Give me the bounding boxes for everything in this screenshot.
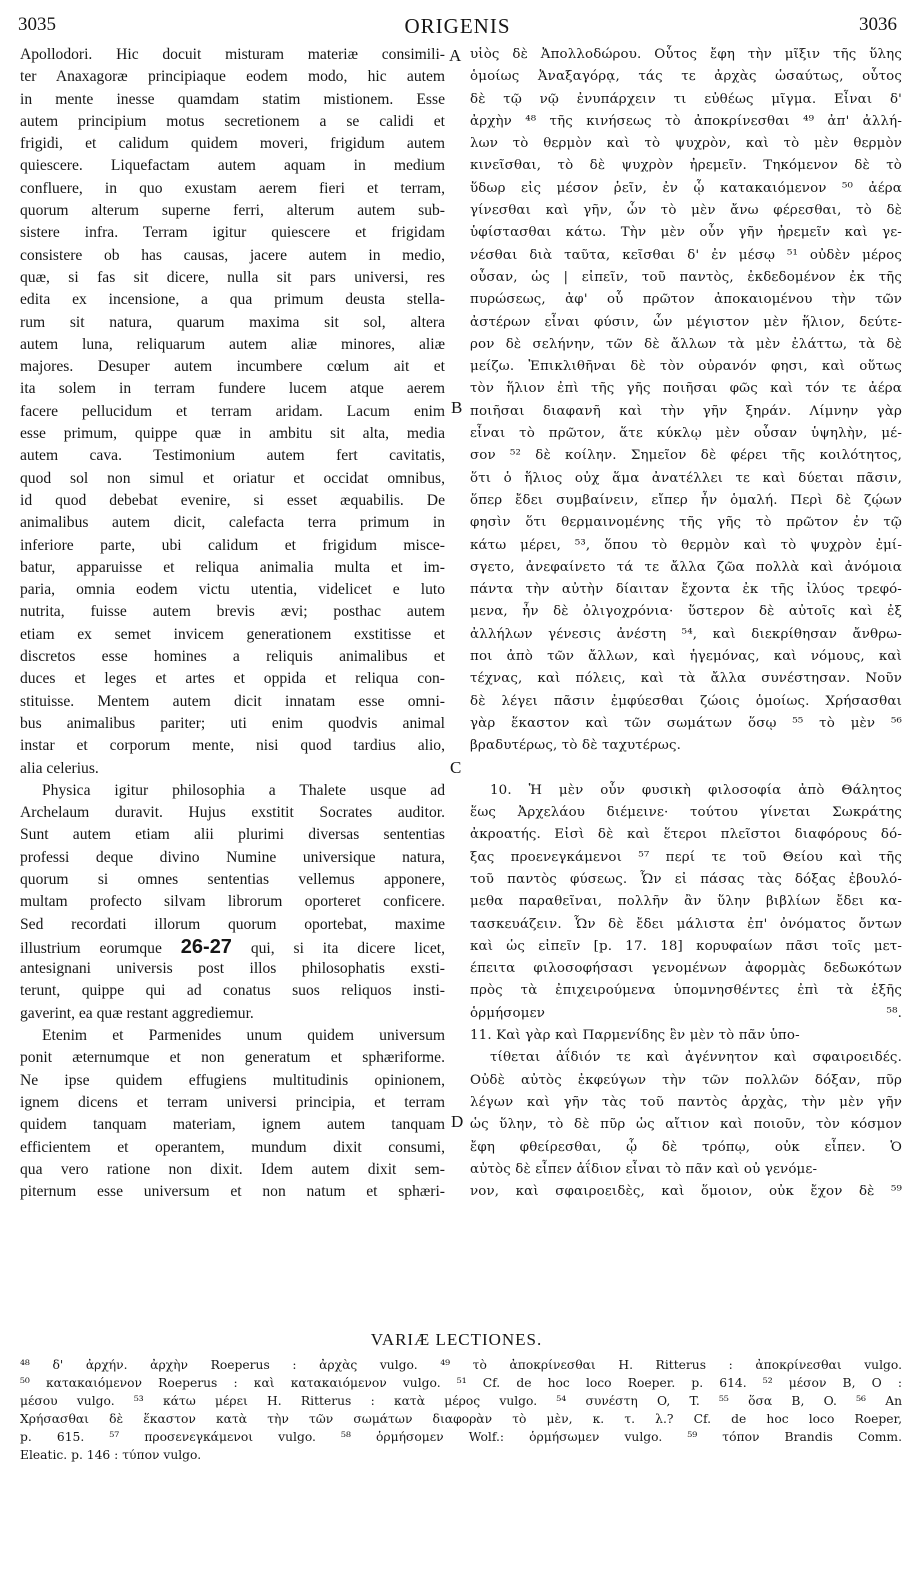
latin-line: piternum esse universum et non natum et sphæri- (20, 1183, 445, 1201)
latin-line: confluere, in quo exustam aerem fieri et terram, (20, 179, 445, 197)
greek-line: 11. Καὶ γὰρ καὶ Παρμενίδης ἓν μὲν τὸ πᾶν ὑπο- (470, 1028, 800, 1044)
greek-line: νέσθαι διὰ ταῦτα, κεῖσθαι δ' ἐν μέσῳ ⁵¹ οὐδὲν μέρος (470, 247, 902, 263)
variant-reading-line: μέσου vulgo. ⁵³ κάτω μέρει H. Ritterus : κατὰ μέρος vulgo. ⁵⁴ συνέστη O, T. ⁵⁵ ὅσα B, O. ⁵⁶ An (20, 1394, 902, 1408)
greek-line: εἶναι τὸ πρῶτον, ἅτε κύκλῳ μὲν οὖσαν ὑψηλὴν, μέ- (470, 426, 902, 442)
latin-line: frigidi, et calidum quidem moveri, frigidum autem (20, 135, 445, 153)
latin-line: ita solem in terram fundere lucem atque aerem (20, 380, 445, 398)
greek-line: αὐτὸς δὲ εἶπεν ἀΐδιον εἶναι τὸ πᾶν καὶ οὐ γενόμε- (470, 1161, 818, 1177)
greek-line: ἀλλήλων γένεσις ἀνέστη ⁵⁴, καὶ διεκρίθησαν ἄνθρω- (470, 626, 902, 642)
latin-line: Apollodori. Hic docuit misturam materiæ consimili- (20, 46, 445, 63)
greek-blank-line (470, 758, 902, 780)
latin-line: ter Anaxagoræ principiaque eodem modo, hic autem (20, 68, 445, 86)
greek-line: ἀστέρων εἶναι φύσιν, ὧν μέγιστον μὲν ἥλιον, δεύτε- (470, 314, 902, 330)
margin-letter-c: C (450, 758, 462, 777)
page-number-right: 3036 (859, 14, 897, 35)
latin-line-text: qui, si ita dicere licet, (231, 939, 445, 957)
greek-line: πάντα τὴν αὐτὴν δίαιταν ἔχοντα ἐκ τῆς ἰλύος τρεφό- (470, 582, 902, 598)
greek-line: μεθα παραθεῖναι, πολλῆν ἂν ὕλην βιβλίων ἔδει κα- (470, 894, 902, 910)
greek-line: τίθεται ἀΐδιόν τε καὶ ἀγέννητον καὶ σφαιροειδές. (490, 1050, 902, 1066)
greek-line: σγετο, ἀνεφαίνετο τά τε ἄλλα ζῶα πολλὰ καὶ ἀνόμοια (470, 559, 902, 575)
latin-line: Etenim et Parmenides unum quidem universum (42, 1027, 445, 1045)
greek-line: ἕως Ἀρχελάου διέμεινε· τούτου γίνεται Σωκράτης (470, 805, 902, 821)
latin-line: quiescere. Liquefactam autem aquam in medium (20, 157, 445, 175)
latin-line: in mente inesse quamdam statim mistionem. Esse (20, 90, 445, 108)
greek-line: ὅτι ὁ ἥλιος οὐχ ἅμα ἀνατέλλει τε καὶ δύεται πᾶσιν, (470, 470, 902, 486)
greek-line: ὡς ὕλην, τὸ δὲ πῦρ ὡς αἴτιον καὶ ποιοῦν, τὸν κόσμον (470, 1117, 902, 1133)
greek-line: σον ⁵² δὲ κοίλην. Σημεῖον δὲ φέρει τῆς κοιλότητος, (470, 448, 902, 464)
latin-line: alia celerius. (20, 759, 99, 777)
greek-line: μείζω. Ἐπικλιθῆναι δὲ τὸν οὐρανόν φησι, καὶ οὕτως (470, 359, 902, 375)
greek-line: τὸν ἥλιον ἐπὶ τῆς γῆς ποιῆσαι φῶς καὶ τόν τε ἀέρα (470, 381, 902, 397)
greek-line: 10. Ἡ μὲν οὖν φυσικὴ φιλοσοφία ἀπὸ Θάλητος (490, 782, 902, 798)
greek-line: ὁμοίως Ἀναξαγόρᾳ, τάς τε ἀρχὰς ὡσαύτως, οὗτος (470, 69, 902, 85)
column-number-marker: 26-27 (180, 935, 232, 958)
greek-line: δὲ τῷ νῷ ἐνυπάρχειν τι εὐθέως μῖγμα. Εἶναι δ' (470, 91, 902, 107)
latin-line: efficientem et operantem, mundum dixit consumi, (20, 1138, 445, 1156)
latin-line-text: illustrium eorumque (20, 939, 162, 957)
greek-line: ἔφη φθείρεσθαι, ᾧ δὲ τρόπῳ, οὐκ εἶπεν. Ὁ (470, 1139, 902, 1155)
greek-line: λων τὸ θερμὸν καὶ τὸ ψυχρὸν, καὶ τὸ μὲν θερμὸν (470, 136, 902, 152)
greek-line: ποι ἀπὸ τῶν ἄλλων, καὶ ἡγεμόνας, καὶ νόμους, καὶ (470, 649, 902, 665)
greek-line: ὕδωρ εἰς μέσον ῥεῖν, ἐν ᾧ κατακαιόμενον ⁵⁰ ἀέρα (470, 180, 902, 196)
latin-line: instar et corporum mente, nisi quod tardius alio, (20, 737, 445, 755)
greek-line: ἀρχὴν ⁴⁸ τῆς κινήσεως τὸ ἀποκρίνεσθαι ⁴⁹ ἀπ' ἀλλή- (470, 113, 902, 129)
greek-line: ποιῆσαι διαφανῆ καὶ τὴν γῆν ξηράν. Λίμνην γὰρ (470, 403, 902, 419)
latin-line: quæ, si fas sit dicere, nulla sit pars universi, res (20, 268, 445, 286)
latin-line: professi deque divino Numine universique natura, (20, 848, 445, 866)
latin-line: terunt, quippe qui ad conatus suos reliquos insti- (20, 982, 445, 1000)
greek-line: γὰρ ἕκαστον καὶ τῶν σωμάτων ὅσῳ ⁵⁵ τὸ μὲν ⁵⁶ (470, 715, 902, 731)
latin-line: multam profecto silvam librorum oporteret conficere. (20, 893, 445, 911)
latin-line: quorum si omnes sententias vellemus apponere, (20, 870, 445, 888)
page-number-left: 3035 (18, 14, 56, 35)
greek-line: οὖσαν, ὡς | εἰπεῖν, τοῦ παντὸς, ἐκδεδομένον ἐκ τῆς (470, 269, 902, 285)
greek-line: φησὶν ὅτι θερμαινομένης τῆς γῆς τὸ πρῶτον ἐν τῷ (470, 515, 902, 531)
latin-line: batur, apparuisse et reliqua animalia multa et im- (20, 558, 445, 576)
greek-line: τοῦ παντὸς φύσεως. Ὧν εἰ πάσας τὰς δόξας ἐβουλό- (470, 871, 902, 887)
greek-line: καὶ ὡς εἰπεῖν [p. 17. 18] κορυφαίων πᾶσι τοῖς μετ- (470, 938, 902, 954)
latin-line: Archelaum duravit. Hujus exstitit Socrates auditor. (20, 804, 445, 822)
greek-line: έπειτα φιλοσοφήσασι γενομένων ἀφορμὰς δεδωκότων (470, 961, 902, 977)
latin-line: etiam ex semet invicem generationem exstitisse et (20, 625, 445, 643)
latin-line: quidem tanquam materiam, ignem autem tanquam (20, 1116, 445, 1134)
latin-line: Ne ipse quidem effugiens multitudinis opinionem, (20, 1071, 445, 1089)
greek-line: μενα, ἦν δὲ ὀλιγοχρόνια· ὕστερον δὲ αὐτοῖς καὶ ἐξ (470, 604, 902, 620)
latin-line: id quod debebat evenire, si esset æquabilis. De (20, 491, 445, 509)
latin-line: stituisse. Mentem autem dicit innatam esse omni- (20, 692, 445, 710)
greek-line: τασκευάζειν. Ὧν δὲ ἔδει μάλιστα ἐπ' ὀνόματος ὄντων (470, 916, 902, 932)
margin-letter-b: B (451, 398, 463, 417)
greek-line: γίνεσθαι καὶ γῆν, ὧν τὸ μὲν ἄνω φέρεσθαι, τὸ δὲ (470, 203, 902, 219)
latin-line: sistere infra. Terram igitur quiescere et frigidam (20, 224, 445, 242)
latin-column (20, 44, 445, 1203)
greek-line: ὁρμήσομεν ⁵⁸. (470, 1005, 902, 1021)
variant-reading-line: p. 615. ⁵⁷ προσενεγκάμενοι vulgo. ⁵⁸ ὁρμήσομεν Wolf.: ὁρμήσωμεν vulgo. ⁵⁹ τόπον Brandis Comm. (20, 1430, 902, 1444)
running-header (18, 14, 897, 40)
margin-letter-d: D (451, 1112, 464, 1131)
page-title: ORIGENIS (404, 14, 511, 38)
latin-line: autem luna, reliquarum autem aliæ minores, aliæ (20, 335, 445, 353)
greek-line: κινεῖσθαι, τὸ δὲ ψυχρὸν ἠρεμεῖν. Τηκόμενον δὲ τὸ (470, 158, 902, 174)
latin-line: qua vero ratione non dixit. Idem autem dixit sem- (20, 1160, 445, 1178)
greek-line: υἱὸς δὲ Ἀπολλοδώρου. Οὗτος ἔφη τὴν μῖξιν τῆς ὕλης (470, 47, 902, 62)
latin-line: Sunt autem etiam alii plurimi diversas sententias (20, 826, 445, 844)
variant-reading-line: Χρήσασθαι δὲ ἕκαστον κατὰ τὴν τῶν σωμάτων διαφορὰν τὸ μὲν, κ. τ. λ.? Cf. de hoc loco Roeper, (20, 1412, 902, 1426)
latin-line: facere pellucidum et terram aridam. Lacum enim (20, 402, 445, 420)
greek-line: νον, καὶ σφαιροειδὲς, καὶ ὅμοιον, οὐκ ἔχον δὲ ⁵⁹ (470, 1184, 902, 1200)
latin-line: autem cava. Testimonium autem fert cavitatis, (20, 447, 445, 465)
latin-line: esse primum, quippe quæ in ambitu sit alta, media (20, 425, 445, 443)
latin-line: majores. Desuper autem incumbere cœlum ait et (20, 358, 445, 376)
variant-reading-line: ⁵⁰ κατακαιόμενον Roeperus : καὶ κατακαιόμενον vulgo. ⁵¹ Cf. de hoc loco Roeper. p. 614. ⁵² μέσον B, O : (20, 1376, 902, 1390)
variant-reading-line: ⁴⁸ δ' ἀρχήν. ἀρχὴν Roeperus : ἀρχὰς vulgo. ⁴⁹ τὸ ἀποκρίνεσθαι H. Ritterus : ἀποκρίνεσθαι vulgo. (20, 1358, 902, 1372)
latin-line: consistere ob has causas, jacere autem in medio, (20, 246, 445, 264)
latin-line (20, 936, 445, 958)
margin-letter-a: A (449, 46, 462, 65)
greek-line: ἀκροατής. Εἰσὶ δὲ καὶ ἕτεροι πλεῖστοι διαφόρους δό- (470, 827, 902, 843)
latin-line: Sed recordati illorum quorum oportebat, maxime (20, 915, 445, 933)
latin-line: Physica igitur philosophia a Thalete usque ad (42, 781, 445, 799)
greek-line: ξας προενεγκάμενοι ⁵⁷ περί τε τοῦ Θείου καὶ τῆς (470, 849, 902, 865)
latin-line: autem principium motus secretionem a se calidi et (20, 112, 445, 130)
latin-line: animalibus autem dicit, calefacta terra primum in (20, 514, 445, 532)
greek-column (470, 44, 902, 1203)
variae-lectiones (20, 1356, 902, 1464)
latin-line: quod sol non simul et oriatur et occidat omnibus, (20, 469, 445, 487)
greek-line: κάτω μέρει, ⁵³, ὅπου τὸ θερμὸν καὶ τὸ ψυχρὸν ἐμί- (470, 537, 902, 553)
greek-line: ὑφίστασθαι κάτω. Τὴν μὲν οὖν γῆν ἠρεμεῖν καὶ γε- (470, 225, 902, 241)
greek-line: Οὐδὲ αὐτὸς ἐκφεύγων τὴν τῶν πολλῶν δόξαν, πῦρ (470, 1072, 902, 1088)
latin-line: discretos esse homines a reliquis animalibus et (20, 648, 445, 666)
latin-line: duces et leges et artes et oppida et reliqua con- (20, 670, 445, 688)
latin-line: quorum alterum superne ferri, alterum autem sub- (20, 202, 445, 220)
latin-line: nutrita, fuisse autem brevis ævi; posthac autem (20, 603, 445, 621)
latin-line: inferiore parte, ubi calidum et frigidum misce- (20, 536, 445, 554)
latin-line: bus animalibus pariter; uti enim quodvis animal (20, 714, 445, 732)
latin-line: rum sit natura, quarum maxima sit sol, altera (20, 313, 445, 331)
variae-lectiones-heading: VARIÆ LECTIONES. (370, 1330, 543, 1349)
variant-reading-line: Eleatic. p. 146 : τύπον vulgo. (20, 1448, 202, 1462)
latin-line: ignem dicens et terram universi principia, et terram (20, 1093, 445, 1111)
greek-line: ρον δὲ σελήνην, τῶν δὲ ἄλλων τὰ μὲν ἐλάττω, τὰ δὲ (470, 336, 902, 352)
latin-line: paria, omnia eodem victu utentia, videlicet e luto (20, 581, 445, 599)
greek-line: βραδυτέρως, τὸ δὲ ταχυτέρως. (470, 738, 682, 754)
greek-line: τέχνας, καὶ πόλεις, καὶ τὰ ἄλλα συνέστησαν. Νοῦν (470, 671, 902, 687)
greek-line: ὅπερ ἔδει συμβαίνειν, εἴπερ ἦν ὁμαλή. Περὶ δὲ ζῴων (470, 492, 902, 508)
greek-line: λέγων καὶ γῆν τὰς τοῦ παντὸς ἀρχὰς, τὴν μὲν γῆν (470, 1094, 902, 1110)
latin-line: gaverint, ea quæ restant aggrediemur. (20, 1004, 254, 1022)
latin-line: ponit æternumque et non generatum et sphæriforme. (20, 1049, 445, 1067)
greek-line: πυρώσεως, ἀφ' οὗ πρῶτον ἀποκαιομένου τὴν τῶν (470, 292, 902, 308)
greek-line: πρὸς τὰ ἐπιχειρούμενα ὑπομνησθέντες ἐπὶ τὰ ἑξῆς (470, 983, 902, 999)
greek-line: δὲ λέγει πᾶσιν ἐμφύεσθαι ζώοις ὁμοίως. Χρήσασθαι (470, 693, 902, 709)
latin-line: edita ex incensione, a qua primum deusta stella- (20, 291, 445, 309)
latin-line: antesignani universis post illos philosophatis exsti- (20, 960, 445, 978)
